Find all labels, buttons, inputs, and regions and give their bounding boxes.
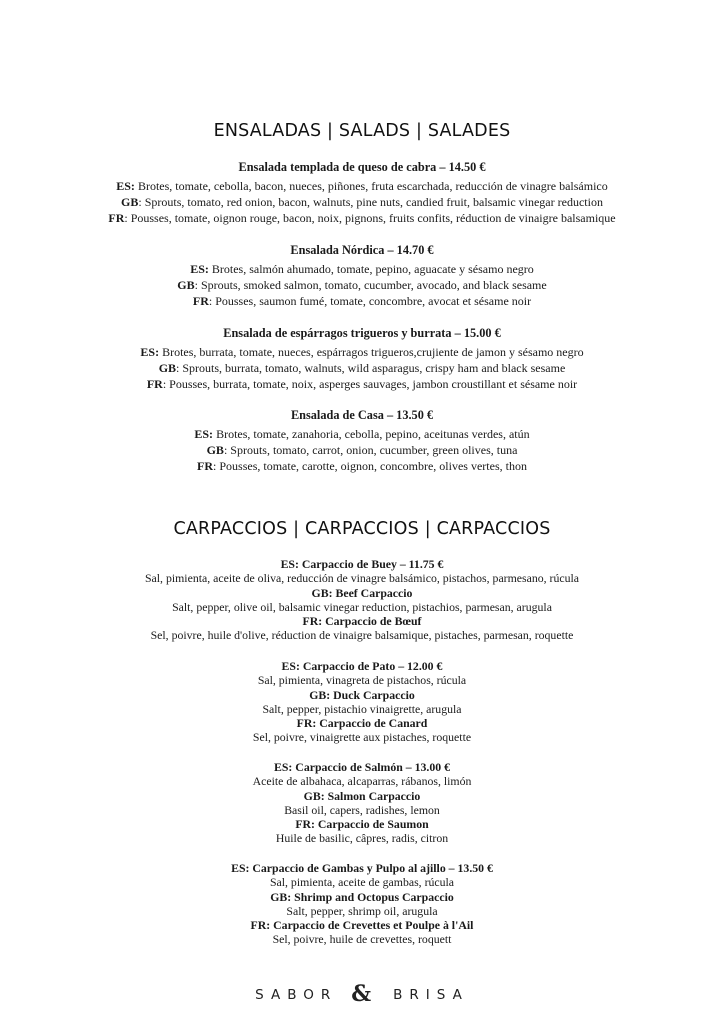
desc-text: Pousses, saumon fumé, tomate, concombre, avocat et sésame noir [215,294,532,308]
dish-name-es: ES: Carpaccio de Pato – 12.00 € [281,659,443,673]
carpaccio-item [0,861,724,947]
dish-desc-gb: GB: Sprouts, burrata, tomato, walnuts, wild asparagus, crispy ham and black sesame [158,361,566,375]
dish-desc-fr: FR: Pousses, burrata, tomate, noix, asperges sauvages, jambon croustillant et sésame noir [146,377,578,391]
dish-name-gb: GB: Beef Carpaccio [311,585,413,600]
dish-name-fr: FR: Carpaccio de Saumon [295,817,429,832]
dish-desc-fr: FR: Pousses, saumon fumé, tomate, concombre, avocat et sésame noir [192,294,532,308]
desc-text: Brotes, salmón ahumado, tomate, pepino, aguacate y sésamo negro [211,262,534,276]
dish-name: Ensalada templada de queso de cabra – 14.50 € [238,160,486,174]
lang-label-gb: GB [177,278,195,292]
dish-desc-es [0,178,724,194]
desc-text: Brotes, tomate, cebolla, bacon, nueces, piñones, fruta escarchada, reducción de vinagre balsámico [137,179,608,193]
lang-label-fr: FR [108,211,125,225]
salad-item [0,407,724,474]
dish-desc-fr: Sel, poivre, vinaigrette aux pistaches, roquette [252,730,472,745]
brand-name-right: BRISA [393,987,469,1003]
dish-name: Ensalada de espárragos trigueros y burrata – 15.00 € [223,326,501,340]
dish-name-gb: GB: Duck Carpaccio [309,687,415,702]
dish-desc-gb: Salt, pepper, shrimp oil, arugula [286,903,438,918]
lang-label-es: ES: [140,345,160,359]
dish-name-fr: FR: Carpaccio de Crevettes et Poulpe à l'Ail [250,918,474,933]
dish-name-fr: FR: Carpaccio de Bœuf [302,614,422,629]
dish-name-es: ES: Carpaccio de Gambas y Pulpo al ajillo – 13.50 € [231,861,493,875]
brand-logo [0,979,724,1005]
dish-name-fr: FR: Carpaccio de Canard [296,716,428,731]
dish-desc-fr: Sel, poivre, huile de crevettes, roquett [272,932,452,947]
lang-label-es: ES: [116,179,135,193]
dish-desc-es: Sal, pimienta, aceite de gambas, rúcula [269,875,455,890]
lang-label-es: ES: [194,427,214,441]
lang-label-gb: GB [121,195,139,209]
lang-label-gb: GB [206,443,224,457]
dish-name-gb: GB: Shrimp and Octopus Carpaccio [270,889,454,904]
desc-text: Sprouts, tomato, carrot, onion, cucumber, green olives, tuna [230,443,518,457]
lang-label-gb: GB [158,361,177,375]
desc-text: Brotes, burrata, tomate, nueces, espárragos trigueros,crujiente de jamon y sésamo negro [162,345,584,359]
dish-desc-es [0,426,724,442]
desc-text: Sprouts, smoked salmon, tomato, cucumber, avocado, and black sesame [200,278,547,292]
lang-label-fr: FR [197,459,214,473]
dish-desc-es: Sal, pimienta, vinagreta de pistachos, rúcula [257,673,467,688]
ampersand-logo: & [351,981,372,1007]
desc-text: Sprouts, burrata, tomato, walnuts, wild asparagus, crispy ham and black sesame [182,361,566,375]
dish-name-gb: GB: Salmon Carpaccio [303,788,421,803]
carpaccio-item [0,659,724,745]
dish-desc-fr: Huile de basilic, câpres, radis, citron [275,831,449,846]
dish-name-es: ES: Carpaccio de Buey – 11.75 € [280,557,444,571]
dish-desc-gb: GB: Sprouts, tomato, carrot, onion, cucumber, green olives, tuna [206,443,518,457]
salad-item [0,242,724,309]
dish-desc-es [0,344,724,360]
carpaccio-item [0,557,724,643]
lang-label-es: ES: [190,262,209,276]
dish-name: Ensalada Nórdica – 14.70 € [290,243,434,257]
desc-text: Sprouts, tomato, red onion, bacon, walnuts, pine nuts, candied fruit, balsamic vinegar reduction [144,195,603,209]
salad-item [0,159,724,226]
salad-item [0,325,724,392]
salads-section-title: ENSALADAS | SALADS | SALADES [213,121,511,141]
desc-text: Brotes, tomate, zanahoria, cebolla, pepino, aceitunas verdes, atún [216,427,530,441]
dish-desc-gb: GB: Sprouts, tomato, red onion, bacon, walnuts, pine nuts, candied fruit, balsamic vinegar reduction [121,195,603,209]
dish-desc-es: Aceite de albahaca, alcaparras, rábanos, limón [252,774,472,789]
carpaccios-section-title: CARPACCIOS | CARPACCIOS | CARPACCIOS [173,519,551,539]
dish-desc-es [0,261,724,277]
lang-label-fr: FR [192,294,209,308]
dish-desc-gb: Salt, pepper, pistachio vinaigrette, arugula [262,701,462,716]
brand-name-left: SABOR [255,987,338,1003]
dish-desc-es: Sal, pimienta, aceite de oliva, reducción de vinagre balsámico, pistachos, parmesano, rúcula [144,571,580,586]
lang-label-fr: FR [146,377,163,391]
dish-desc-fr: FR: Pousses, tomate, carotte, oignon, concombre, olives vertes, thon [197,459,527,473]
desc-text: Pousses, burrata, tomate, noix, asperges sauvages, jambon croustillant et sésame noir [169,377,578,391]
dish-desc-fr: Sel, poivre, huile d'olive, réduction de vinaigre balsamique, pistaches, parmesan, roquette [150,628,574,643]
desc-text: Pousses, tomate, carotte, oignon, concombre, olives vertes, thon [219,459,527,473]
dish-desc-gb: Salt, pepper, olive oil, balsamic vinegar reduction, pistachios, parmesan, arugula [172,599,552,614]
dish-name: Ensalada de Casa – 13.50 € [290,408,434,422]
dish-desc-fr: FR: Pousses, tomate, oignon rouge, bacon, noix, pignons, fruits confits, réduction de vinaigre balsamique [108,211,616,225]
dish-desc-gb: GB: Sprouts, smoked salmon, tomato, cucumber, avocado, and black sesame [177,278,547,292]
desc-text: Pousses, tomate, oignon rouge, bacon, noix, pignons, fruits confits, réduction de vinaigre balsamique [130,211,616,225]
dish-name-es: ES: Carpaccio de Salmón – 13.00 € [274,760,450,774]
dish-desc-gb: Basil oil, capers, radishes, lemon [284,802,440,817]
carpaccio-item [0,760,724,846]
